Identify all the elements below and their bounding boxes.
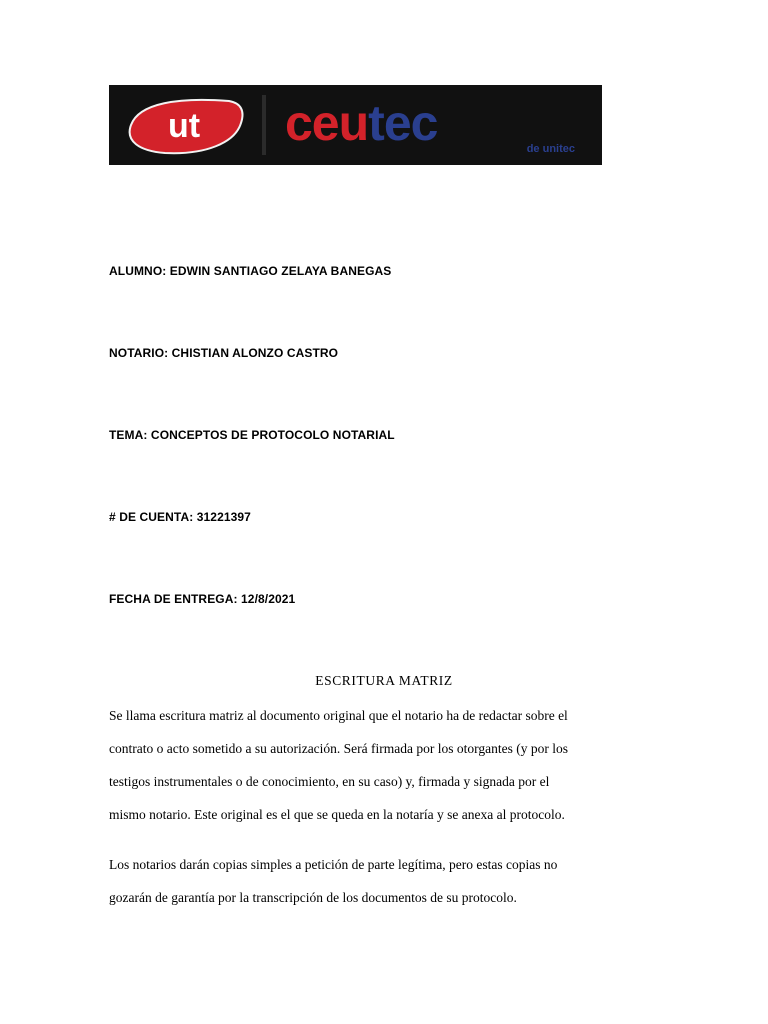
brand-wordmark (285, 95, 438, 151)
logo-divider (262, 95, 266, 155)
account-number: # DE CUENTA: 31221397 (109, 510, 251, 524)
paragraph-1 (109, 699, 669, 831)
paragraph-line: Los notarios darán copias simples a petición de parte legítima, pero estas copias no (109, 857, 558, 872)
brand-part-tec: tec (368, 95, 438, 151)
section-title: ESCRITURA MATRIZ (315, 673, 453, 688)
brand-tagline: de unitec (526, 143, 575, 155)
paragraph-line: gozarán de garantía por la transcripción de los documentos de su protocolo. (109, 890, 517, 905)
due-date: FECHA DE ENTREGA: 12/8/2021 (109, 592, 296, 606)
paragraph-line: testigos instrumentales o de conocimiento, en su caso) y, firmada y signada por el (109, 774, 550, 789)
paragraph-line: contrato o acto sometido a su autorización. Será firmada por los otorgantes (y por los (109, 741, 568, 756)
ut-mark-text: ut (167, 107, 201, 145)
brand-part-ceu: ceu (285, 95, 369, 151)
paragraph-line: mismo notario. Este original es el que se queda en la notaría y se anexa al protocolo. (109, 807, 565, 822)
ceutec-logo-banner (109, 85, 602, 165)
paragraph-2 (109, 848, 669, 914)
notary-name: NOTARIO: CHISTIAN ALONZO CASTRO (109, 346, 339, 360)
student-name: ALUMNO: EDWIN SANTIAGO ZELAYA BANEGAS (109, 264, 392, 278)
paragraph-line: Se llama escritura matriz al documento original que el notario ha de redactar sobre el (109, 708, 568, 723)
ceutec-logo (109, 85, 602, 165)
topic: TEMA: CONCEPTOS DE PROTOCOLO NOTARIAL (109, 428, 395, 442)
